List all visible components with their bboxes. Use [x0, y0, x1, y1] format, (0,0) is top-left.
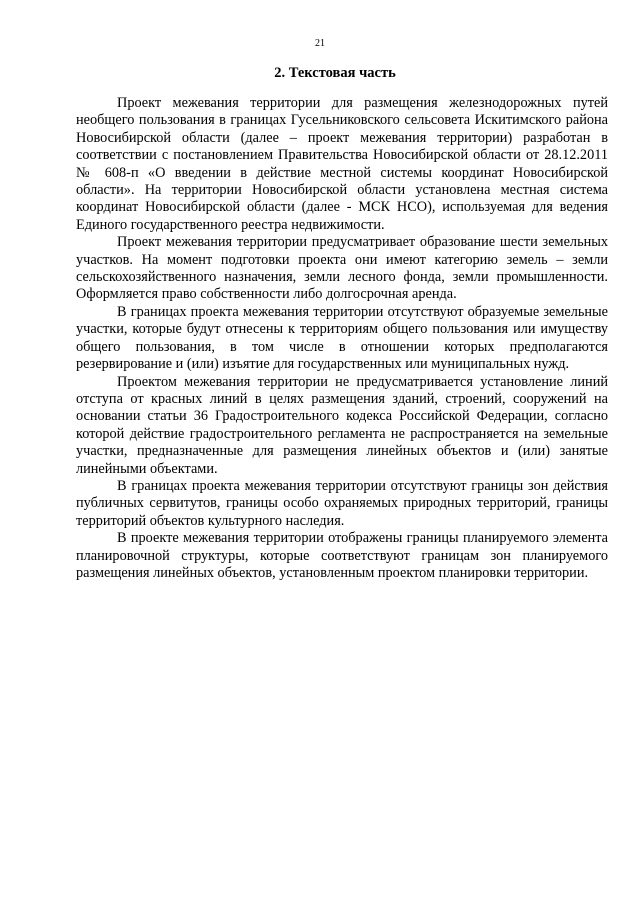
body-text [76, 95, 608, 582]
paragraph: В границах проекта межевания территории отсутствуют образуемые земельные участки, которые будут отнесены к территориям общего пользования или имуществу общего пользования, в том числе в отношении которых предполагаются резервирование и (или) изъятие для государственных или муниципальных нужд. [76, 303, 608, 373]
paragraph: Проектом межевания территории не предусматривается установление линий отступа от красных линий в целях размещения зданий, строений, сооружений на основании статьи 36 Градостроительного кодекса Российской Федерации, согласно которой действие градостроительного регламента не распространяется на земельные участки, предназначенные для размещения линейных объектов и (или) занятые линейными объектами. [76, 373, 608, 477]
paragraph: Проект межевания территории для размещения железнодорожных путей необщего пользования в границах Гусельниковского сельсовета Искитимского района Новосибирской области (далее – проект межевания территории) разработан в соответствии с постановлением Правительства Новосибирской области от 28.12.2011 № 608-п «О введении в действие местной системы координат Новосибирской области». На территории Новосибирской области установлена местная система координат Новосибирской области (далее - МСК НСО), используемая для ведения Единого государственного реестра недвижимости. [76, 95, 608, 233]
paragraph: В проекте межевания территории отображены границы планируемого элемента планировочной структуры, которые соответствуют границам зон планируемого размещения линейных объектов, установленным проектом планировки территории. [76, 530, 608, 581]
section-title: 2. Текстовая часть [274, 65, 396, 81]
paragraph: В границах проекта межевания территории отсутствуют границы зон действия публичных сервитутов, границы особо охраняемых природных территорий, границы территорий объектов культурного наследия. [76, 477, 608, 529]
page-number: 21 [315, 38, 325, 49]
paragraph: Проект межевания территории предусматривает образование шести земельных участков. На момент подготовки проекта они имеют категорию земель – земли сельскохозяйственного назначения, земли лесного фонда, земли промышленности. Оформляется право собственности либо долгосрочная аренда. [76, 234, 608, 303]
